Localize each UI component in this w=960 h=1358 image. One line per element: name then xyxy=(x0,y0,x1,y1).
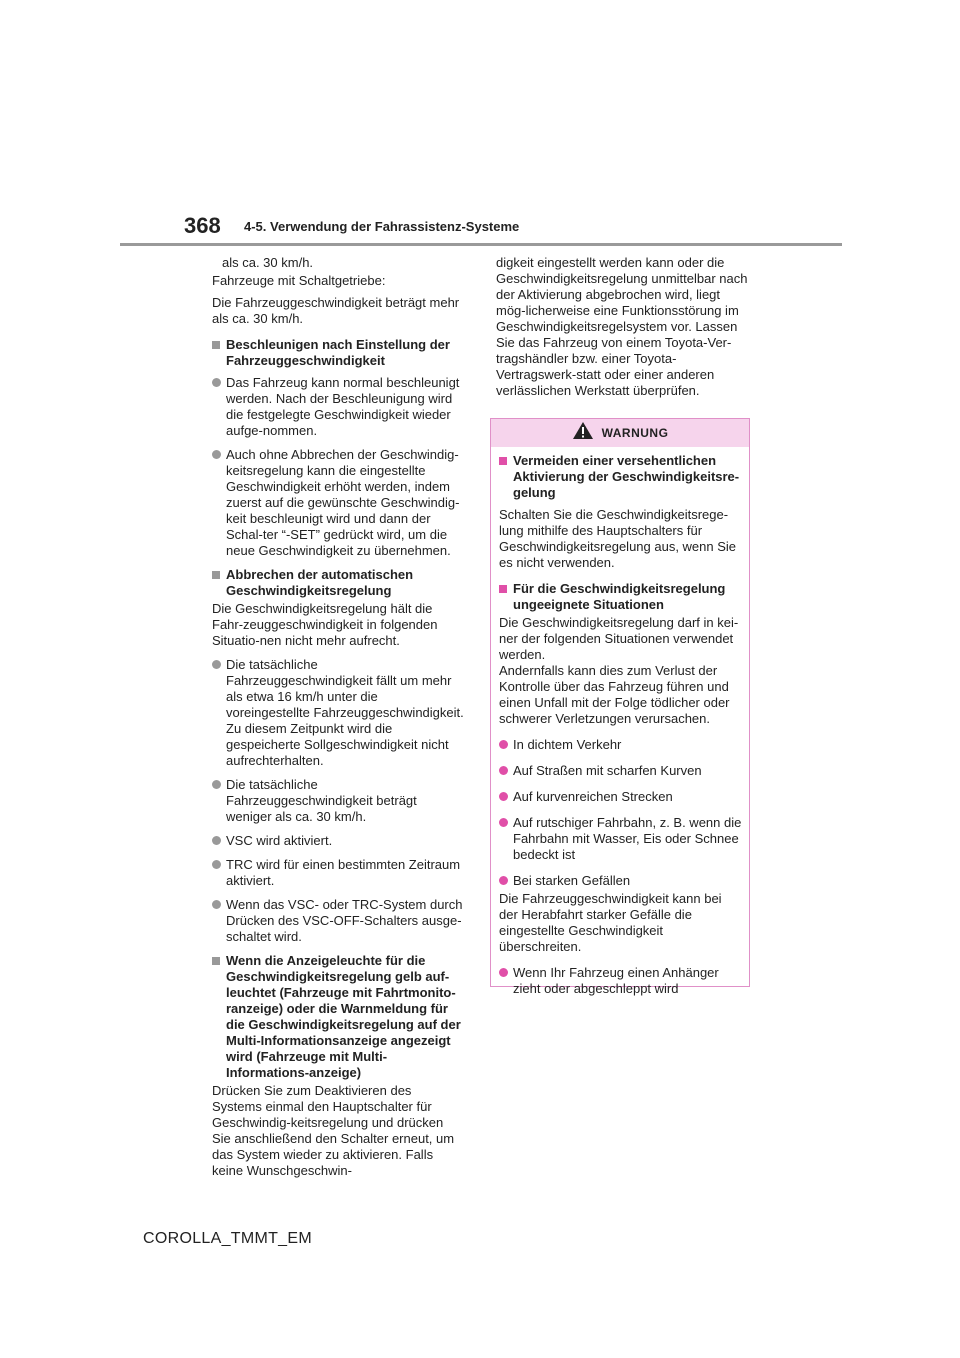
list-item-text: VSC wird aktiviert. xyxy=(226,833,333,848)
circle-bullet-icon xyxy=(499,876,508,885)
list-item xyxy=(499,965,743,997)
list-item xyxy=(212,857,464,889)
list-item-text: Auf Straßen mit scharfen Kurven xyxy=(513,763,702,778)
list-item-text: Wenn Ihr Fahrzeug einen Anhänger zieht oder abgeschleppt wird xyxy=(513,965,719,996)
circle-bullet-icon xyxy=(212,660,221,669)
paragraph: digkeit eingestellt werden kann oder die Geschwindigkeitsregelung unmittelbar nach der Aktivierung abgebrochen wird, liegt mög-licherweise eine Funktionsstörung im Geschwindigkeitsregelsystem vor. Lassen Sie das Fahrzeug von einem Toyota-Ver-tragshändler bzw. einer Toyota-Vertragswerk-statt oder einer anderen verlässlichen Werkstatt überprüfen. xyxy=(496,255,748,398)
list-item xyxy=(499,763,743,779)
chapter-title: 4-5. Verwendung der Fahrassistenz-Systeme xyxy=(244,219,520,234)
section-heading-text: Beschleunigen nach Einstellung der Fahrzeuggeschwindigkeit xyxy=(226,337,450,368)
section-heading-text: Abbrechen der automatischen Geschwindigkeitsregelung xyxy=(226,567,414,598)
list-item-text: In dichtem Verkehr xyxy=(513,737,622,752)
list-item-text: Auch ohne Abbrechen der Geschwindig-keitsregelung kann die eingestellte Geschwindigkeit erhöht werden, indem zuerst auf die gewünschte Geschwindig-keit beschleunigt wird und dann der Schal-ter “-SET” gedrückt wird, um die neue Geschwindigkeit zu übernehmen. xyxy=(226,447,460,558)
square-bullet-icon xyxy=(499,585,507,593)
warning-title: WARNUNG xyxy=(601,426,669,440)
circle-bullet-icon xyxy=(212,450,221,459)
circle-bullet-icon xyxy=(499,968,508,977)
left-column xyxy=(212,255,464,1185)
section-heading xyxy=(499,581,743,613)
paragraph: als ca. 30 km/h. xyxy=(222,255,314,270)
circle-bullet-icon xyxy=(212,378,221,387)
square-bullet-icon xyxy=(212,341,220,349)
section-heading xyxy=(212,567,464,599)
paragraph: Andernfalls kann dies zum Verlust der Kontrolle über das Fahrzeug führen und einen Unfall mit der Folge tödlicher oder schwerer Verletzungen verursachen. xyxy=(499,663,730,726)
circle-bullet-icon xyxy=(212,836,221,845)
circle-bullet-icon xyxy=(212,860,221,869)
right-column xyxy=(496,255,750,405)
warning-box xyxy=(490,418,750,996)
square-bullet-icon xyxy=(499,457,507,465)
paragraph: Die Fahrzeuggeschwindigkeit beträgt mehr als ca. 30 km/h. xyxy=(212,295,460,326)
square-bullet-icon xyxy=(212,957,220,965)
list-item xyxy=(212,777,464,825)
paragraph: Die Geschwindigkeitsregelung hält die Fahr-zeuggeschwindigkeit in folgenden Situatio-nen nicht mehr aufrecht. xyxy=(212,601,438,648)
list-item-text: Das Fahrzeug kann normal beschleunigt werden. Nach der Beschleunigung wird die festgelegte Geschwindigkeit wieder aufge-nommen. xyxy=(226,375,460,438)
section-heading-text: Für die Geschwindigkeitsregelung ungeeignete Situationen xyxy=(513,581,726,612)
warning-header xyxy=(491,419,749,447)
circle-bullet-icon xyxy=(212,780,221,789)
section-heading xyxy=(212,337,464,369)
paragraph: Fahrzeuge mit Schaltgetriebe: xyxy=(212,273,386,288)
warning-triangle-icon xyxy=(572,421,594,445)
circle-bullet-icon xyxy=(212,900,221,909)
list-item xyxy=(212,447,464,559)
list-item xyxy=(499,815,743,863)
list-item-text: Die tatsächliche Fahrzeuggeschwindigkeit beträgt weniger als ca. 30 km/h. xyxy=(226,777,417,824)
warning-body xyxy=(491,447,749,997)
page-number: 368 xyxy=(184,213,221,238)
circle-bullet-icon xyxy=(499,766,508,775)
paragraph: Drücken Sie zum Deaktivieren des Systems einmal den Hauptschalter für Geschwindig-keitsregelung und drücken Sie anschließend den Schalter erneut, um das System wieder zu aktivieren. Falls keine Wunschgeschwin- xyxy=(212,1083,455,1178)
section-heading xyxy=(212,953,464,1081)
square-bullet-icon xyxy=(212,571,220,579)
list-item-text: Auf kurvenreichen Strecken xyxy=(513,789,673,804)
list-item xyxy=(212,833,464,849)
list-item xyxy=(212,375,464,439)
section-heading-text: Vermeiden einer versehentlichen Aktivierung der Geschwindigkeitsre-gelung xyxy=(513,453,740,500)
list-item-text: Bei starken Gefällen xyxy=(513,873,631,888)
header-rule xyxy=(120,243,842,246)
circle-bullet-icon xyxy=(499,740,508,749)
list-item-text: Die tatsächliche Fahrzeuggeschwindigkeit fällt um mehr als etwa 16 km/h unter die voreingestellte Fahrzeuggeschwindigkeit. Zu diesem Zeitpunkt wird die gespeicherte Sollgeschwindigkeit nicht aufrechterhalten. xyxy=(226,657,464,768)
list-item xyxy=(212,897,464,945)
document-footer: COROLLA_TMMT_EM xyxy=(143,1230,312,1247)
list-item xyxy=(499,737,743,753)
list-item xyxy=(499,873,743,889)
circle-bullet-icon xyxy=(499,818,508,827)
circle-bullet-icon xyxy=(499,792,508,801)
list-item xyxy=(499,789,743,805)
list-item-text: Auf rutschiger Fahrbahn, z. B. wenn die Fahrbahn mit Wasser, Eis oder Schnee bedeckt ist xyxy=(513,815,742,862)
paragraph: Schalten Sie die Geschwindigkeitsrege-lung mithilfe des Hauptschalters für Geschwindigkeitsregelung aus, wenn Sie es nicht verwenden. xyxy=(499,507,737,570)
section-heading xyxy=(499,453,743,501)
paragraph: Die Fahrzeuggeschwindigkeit kann bei der Herabfahrt starker Gefälle die eingestellte Geschwindigkeit überschreiten. xyxy=(499,891,722,954)
section-heading-text: Wenn die Anzeigeleuchte für die Geschwindigkeitsregelung gelb auf-leuchtet (Fahrzeuge mit Fahrtmonito-ranzeige) oder die Warnmeldung für die Geschwindigkeitsregelung auf der Multi-Informationsanzeige angezeigt wird (Fahrzeuge mit Multi-Informations-anzeige) xyxy=(226,953,461,1080)
list-item-text: Wenn das VSC- oder TRC-System durch Drücken des VSC-OFF-Schalters ausge-schaltet wird. xyxy=(226,897,463,944)
paragraph: Die Geschwindigkeitsregelung darf in kei-ner der folgenden Situationen verwendet werden. xyxy=(499,615,739,662)
list-item-text: TRC wird für einen bestimmten Zeitraum aktiviert. xyxy=(226,857,461,888)
list-item xyxy=(212,657,464,769)
